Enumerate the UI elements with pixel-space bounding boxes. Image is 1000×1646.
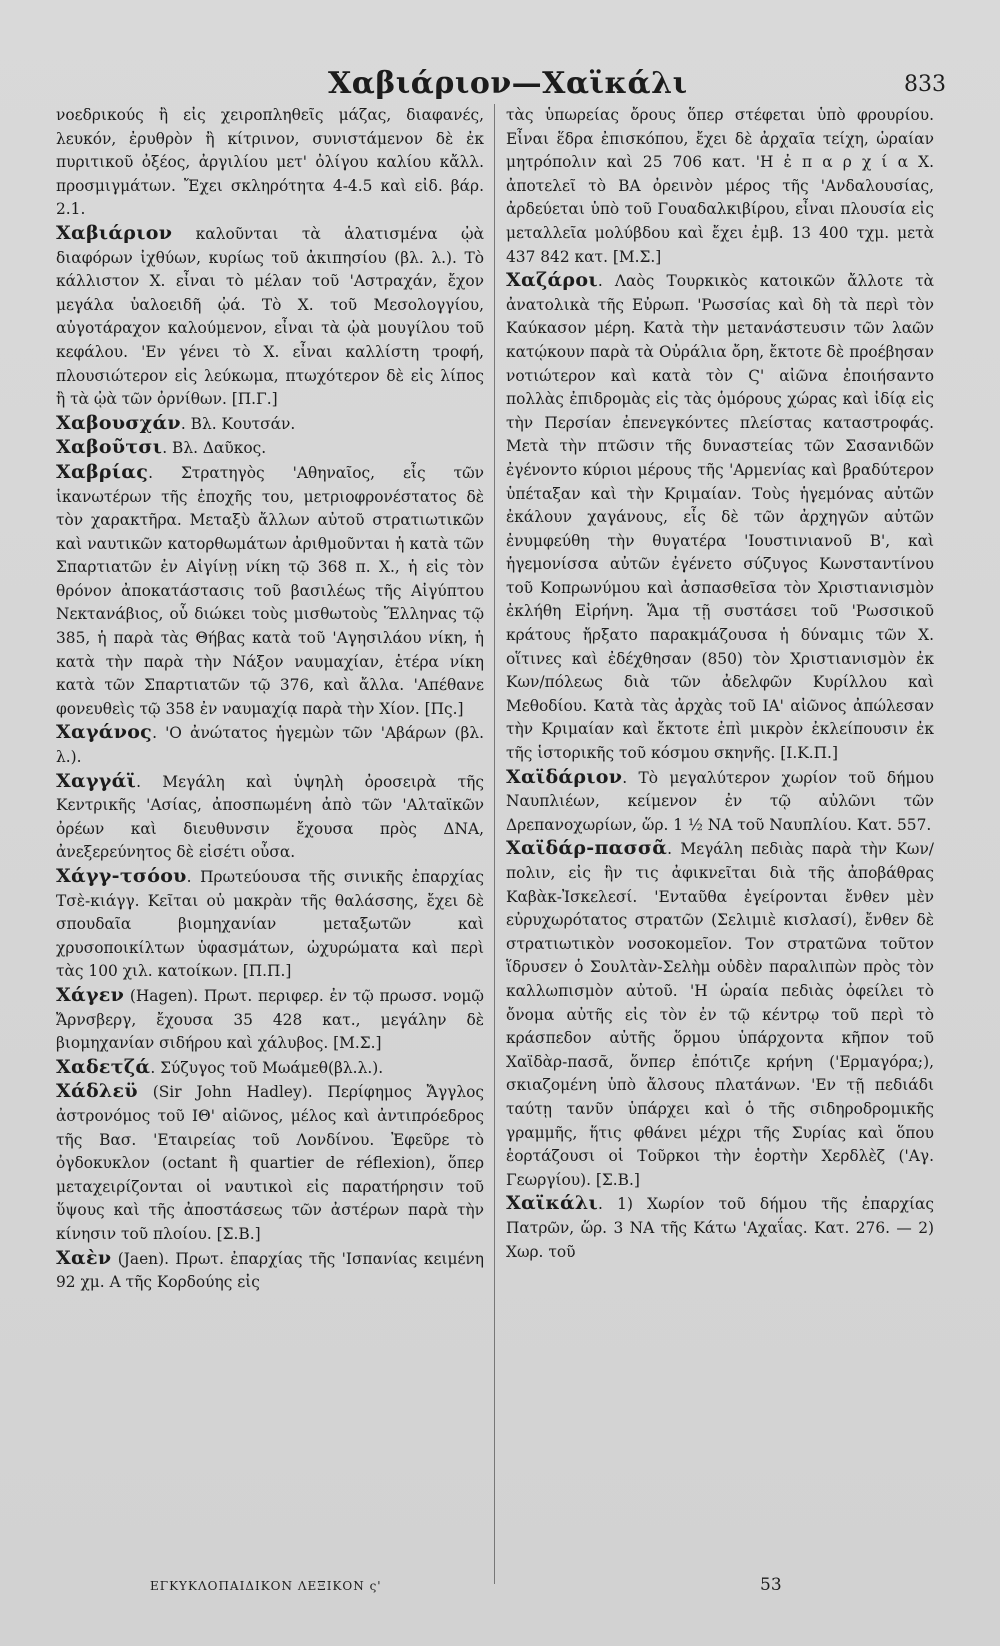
- dictionary-entry: [56, 104, 484, 222]
- entry-headword: Χαβουσχάν: [56, 411, 181, 434]
- page-header: [56, 66, 966, 106]
- entry-text: (Sir John Hadley). Περίφημος Ἄγγλος ἀστρονόμος τοῦ ΙΘ' αἰῶνος, μέλος καὶ ἀντιπρόεδρος τῆς Βασ. 'Εταιρείας τοῦ Λονδίνου. Ἐφεῦρε τὸ ὀγδοκυκλον (octant ἢ quartier de réflexion), ὅπερ μεταχειρίζονται οἱ ναυτικοὶ εἰς παρατήρησιν τοῦ ὕψους καὶ τῆς ἀποστάσεως τῶν ἀστέρων παρὰ τὴν κίνησιν τοῦ πλοίου. [Σ.Β.]: [56, 1083, 484, 1243]
- dictionary-entry: [56, 984, 484, 1056]
- entry-headword: Χαγάνος: [56, 721, 153, 744]
- columns: [56, 104, 966, 1606]
- entry-text: . Πρωτεύουσα τῆς σινικῆς ἐπαρχίας Τσὲ-κιάγγ. Κεῖται οὐ μακρὰν τῆς θαλάσσης, ἔχει δὲ σπουδαῖα βιομηχανίαν μεταξωτῶν καὶ χρυσοποικίλτων ὑφασμάτων, ὠχυρώματα καὶ περὶ τὰς 100 χιλ. κατοίκων. [Π.Π.]: [56, 868, 484, 981]
- entry-text: (Hagen). Πρωτ. περιφερ. ἐν τῷ πρωσσ. νομῷ Ἄρνσβεργ, ἔχουσα 35 428 κατ., μεγάλην δὲ βιομηχανίαν σιδήρου καὶ χάλυβος. [Μ.Σ.]: [56, 986, 484, 1053]
- entry-text: καλοῦνται τὰ ἁλατισμένα ᾠὰ διαφόρων ἰχθύων, κυρίως τοῦ ἀκιπησίου (βλ. λ.). Τὸ κάλλιστον Χ. εἶναι τὸ μέλαν τοῦ 'Αστραχάν, ἔχον μεγάλα ὑαλοειδῆ ᾠά. Τὸ Χ. τοῦ Μεσολογγίου, αὐγοτάραχον καλούμενον, εἶναι τὰ ᾠὰ μουγίλου τοῦ κεφάλου. 'Εν γένει τὸ Χ. εἶναι καλλίστη τροφή, πλουσιώτερον εἰς λεύκωμα, πτωχότερον δὲ εἰς λίπος ἢ τὰ ᾠὰ τῶν ὀρνίθων. [Π.Γ.]: [56, 224, 484, 409]
- footer-sheet-number: 53: [760, 1575, 782, 1595]
- entry-headword: Χάγεν: [56, 983, 125, 1006]
- entry-headword: Χαδετζά: [56, 1055, 151, 1078]
- entry-text: . Λαὸς Τουρκικὸς κατοικῶν ἄλλοτε τὰ ἀνατολικὰ τῆς Εὐρωπ. 'Ρωσσίας καὶ δὴ τὰ περὶ τὸν Καύκασον μέρη. Κατὰ τὴν μετανάστευσιν τῶν λαῶν κατῴκουν παρὰ τὰ Οὐράλια ὄρη, ἔκτοτε δὲ προέβησαν νοτιώτερον καὶ κατὰ τὸν Ϛ' αἰῶνα ἐποιήσαντο πολλὰς ἐπιδρομὰς εἰς τὰς ὁμόρους χώρας καὶ ἰδίᾳ εἰς τὴν Περσίαν ἐπενεγκόντες πλείστας καταστροφάς. Μετὰ τὴν πτῶσιν τῆς δυναστείας τῶν Σασανιδῶν ἐγένοντο κύριοι μέρους τῆς 'Αρμενίας καὶ βραδύτερον ὑπέταξαν καὶ τὴν Κριμαίαν. Τοὺς ἡγεμόνας αὐτῶν ἐκάλουν χαγάνους, εἷς δὲ τῶν ἀρχηγῶν αὐτῶν ἐνυμφεύθη τὴν θυγατέρα 'Ιουστινιανοῦ Β', καὶ ἡγεμονίσσα αὐτῶν ἐγένετο σύζυγος Κωνσταντίνου τοῦ Κοπρωνύμου καὶ ἀσπασθεῖσα τὸν Χριστιανισμὸν ἐκλήθη Εἰρήνη. Ἅμα τῇ συστάσει τοῦ 'Ρωσσικοῦ κράτους ἤρξατο παρακμάζουσα ἡ δύναμις τῶν Χ. οἵτινες καὶ ἐδέχθησαν (850) τὸν Χριστιανισμὸν ἐκ Κων/πόλεως διὰ τῶν ἀδελφῶν Κυρίλλου καὶ Μεθοδίου. Κατὰ τὰς ἀρχὰς τοῦ ΙΑ' αἰῶνος ἀπώλεσαν τὴν Κριμαίαν καὶ ἔκτοτε ἐπὶ μικρὸν ἐκλείπουσιν ἐκ τῆς ἱστορικῆς τοῦ κόσμου σκηνῆς. [Ι.Κ.Π.]: [506, 272, 934, 763]
- dictionary-entry: [56, 222, 484, 412]
- dictionary-entry: [56, 770, 484, 865]
- entry-headword: Χαϊδάρ-πασσᾶ: [506, 837, 668, 860]
- entry-text: τὰς ὑπωρείας ὄρους ὅπερ στέφεται ὑπὸ φρουρίου. Εἶναι ἕδρα ἐπισκόπου, ἔχει δὲ ἀρχαῖα τείχη, ὡραίαν μητρόπολιν καὶ 25 706 κατ. 'Η ἐ π α ρ χ ί α Χ. ἀποτελεῖ τὸ ΒΑ ὀρεινὸν μέρος τῆς 'Ανδαλουσίας, ἀρδεύεται ὑπὸ τοῦ Γουαδαλκιβίρου, εἶναι πλουσία εἰς μεταλλεῖα μολύβδου καὶ ἔχει ἐμβ. 13 400 τχμ. μετὰ 437 842 κατ. [Μ.Σ.]: [506, 106, 934, 266]
- entry-headword: Χαβρίας: [56, 460, 149, 483]
- dictionary-entry: [56, 865, 484, 984]
- column-divider: [494, 104, 495, 1584]
- dictionary-entry: [56, 1080, 484, 1246]
- entry-headword: Χαϊκάλι: [506, 1192, 599, 1215]
- dictionary-entry: [56, 412, 484, 437]
- running-title: Χαβιάριον—Χαϊκάλι: [328, 66, 688, 101]
- entry-headword: Χαὲν: [56, 1246, 112, 1269]
- entry-text: νοεδρικούς ἢ εἰς χειροπληθεῖς μάζας, διαφανές, λευκόν, ἐρυθρὸν ἢ κίτρινον, συνιστάμενον δὲ ἐκ πυριτικοῦ ὀξέος, ἀργιλίου μετ' ὀλίγου καλίου κἄλλ. προσμιγμάτων. Ἔχει σκληρότητα 4-4.5 καὶ εἰδ. βάρ. 2.1.: [56, 106, 484, 219]
- entry-headword: Χάγγ-τσόου: [56, 865, 187, 887]
- dictionary-entry: [56, 461, 484, 722]
- entry-text: . Στρατηγὸς 'Αθηναῖος, εἷς τῶν ἱκανωτέρων τῆς ἐποχῆς του, μετριοφρονέστατος δὲ τὸν χαρακτῆρα. Μεταξὺ ἄλλων αὐτοῦ στρατιωτικῶν καὶ ναυτικῶν κατορθωμάτων ἀριθμοῦνται ἡ κατὰ τῶν Σπαρτιατῶν ἐν Αἰγίνῃ νίκη τῷ 368 π. Χ., ἡ εἰς τὸν θρόνον ἀποκατάστασις τοῦ βασιλέως τῆς Αἰγύπτου Νεκτανάβιος, οὗ διώκει τοὺς μισθωτοὺς Ἕλληνας τῷ 385, ἡ παρὰ τὰς Θήβας κατὰ τοῦ 'Αγησιλάου νίκη, ἡ κατὰ τὴν παρὰ τὴν Νάξον ναυμαχίαν, ἑτέρα νίκη κατὰ τῶν Σπαρτιατῶν τῷ 376, καὶ ἄλλα. 'Απέθανε φονευθεὶς τῷ 358 ἐν ναυμαχίᾳ παρὰ τὴν Χίον. [Πς.]: [56, 463, 484, 718]
- dictionary-entry: [56, 1247, 484, 1295]
- entry-headword: Χαβιάριον: [56, 221, 173, 244]
- entry-headword: Χάδλεϋ: [56, 1080, 138, 1103]
- entry-text: . 'Ο ἀνώτατος ἡγεμὼν τῶν 'Αβάρων (βλ. λ.).: [56, 724, 484, 767]
- page-number: 833: [904, 72, 946, 97]
- entry-text: . Βλ. Δαῦκος.: [162, 439, 267, 458]
- dictionary-entry: [506, 104, 934, 269]
- entry-headword: Χαζάροι: [506, 269, 598, 292]
- entry-text: . Βλ. Κουτσάν.: [180, 414, 296, 433]
- entry-text: . Τὸ μεγαλύτερον χωρίον τοῦ δήμου Ναυπλιέων, κείμενον ἐν τῷ αὐλῶνι τῶν Δρεπανοχωρίων, ὥρ. 1 ½ ΝΑ τοῦ Ναυπλίου. Κατ. 557.: [506, 768, 934, 834]
- entry-text: (Jaen). Πρωτ. ἐπαρχίας τῆς 'Ισπανίας κειμένη 92 χμ. Α τῆς Κορδούης εἰς: [56, 1249, 484, 1292]
- dictionary-entry: [506, 1192, 934, 1264]
- dictionary-entry: [56, 436, 484, 461]
- dictionary-entry: [506, 269, 934, 765]
- entry-text: . Σύζυγος τοῦ Μωάμεθ(βλ.λ.).: [150, 1058, 384, 1077]
- left-column: [56, 104, 484, 1295]
- entry-text: . 1) Χωρίον τοῦ δήμου τῆς ἐπαρχίας Πατρῶν, ὥρ. 3 ΝΑ τῆς Κάτω 'Αχαΐας. Κατ. 276. — 2) Χωρ. τοῦ: [506, 1195, 934, 1261]
- footer-signature: ΕΓΚΥΚΛΟΠΑΙΔΙΚΟΝ ΛΕΞΙΚΟΝ ς': [150, 1579, 382, 1593]
- right-column: [506, 104, 934, 1264]
- entry-text: . Μεγάλη καὶ ὑψηλὴ ὀροσειρὰ τῆς Κεντρικῆς 'Ασίας, ἀποσπωμένη ἀπὸ τῶν 'Αλταϊκῶν ὀρέων καὶ διευθυνσιν ἔχουσα πρὸς ΔΝΑ, ἀνεξερεύνητος δὲ εἰσέτι οὖσα.: [56, 772, 484, 862]
- entry-text: . Μεγάλη πεδιὰς παρὰ τὴν Κων/πολιν, εἰς ἣν τις ἀφικνεῖται διὰ τῆς ἀποβάθρας Καβὰκ-Ἰσκελεσί. 'Ενταῦθα ἐγείρονται ἔνθεν μὲν εὐρυχωρότατος στρατῶν (Σελιμιὲ κισλασί), ἔνθεν δὲ στρατιωτικὸν νοσοκομεῖον. Τον στρατῶνα τοῦτον ἵδρυσεν ὁ Σουλτὰν-Σελὴμ οὐδὲν παραλιπὼν πρὸς τὸν καλλωπισμὸν αὐτοῦ. 'Η ὡραία πεδιὰς ὀφείλει τὸ ὄνομα αὐτῆς εἰς τὸν ἐν τῷ κέντρῳ τοῦ περὶ τὸ κράσπεδον αὐτῆς ὅρμου ὑπάρχοντα κῆπον τοῦ Χαϊδὰρ-πασᾶ, ὅνπερ ἐπότιζε κρήνη ('Ερμαγόρα;), σκιαζομένη ὑπὸ ἄλσους πλατάνων. 'Εν τῇ πεδιάδι ταύτῃ τανῦν ὑπάρχει καὶ ὁ τῆς σιδηροδρομικῆς γραμμῆς, ἥτις φθάνει μέχρι τῆς Συρίας καὶ ὅπου ἑορτάζουσι οἱ Τοῦρκοι τὴν ἑορτὴν Χερδλὲζ ('Αγ. Γεωργίου). [Σ.Β.]: [506, 840, 934, 1189]
- dictionary-entry: [506, 837, 934, 1192]
- entry-headword: Χαγγάϊ: [56, 769, 137, 792]
- dictionary-entry: [56, 721, 484, 769]
- dictionary-entry: [506, 766, 934, 838]
- entry-headword: Χαϊδάριον: [506, 765, 623, 788]
- entry-headword: Χαβοῦτσι: [56, 436, 163, 459]
- dictionary-entry: [56, 1056, 484, 1081]
